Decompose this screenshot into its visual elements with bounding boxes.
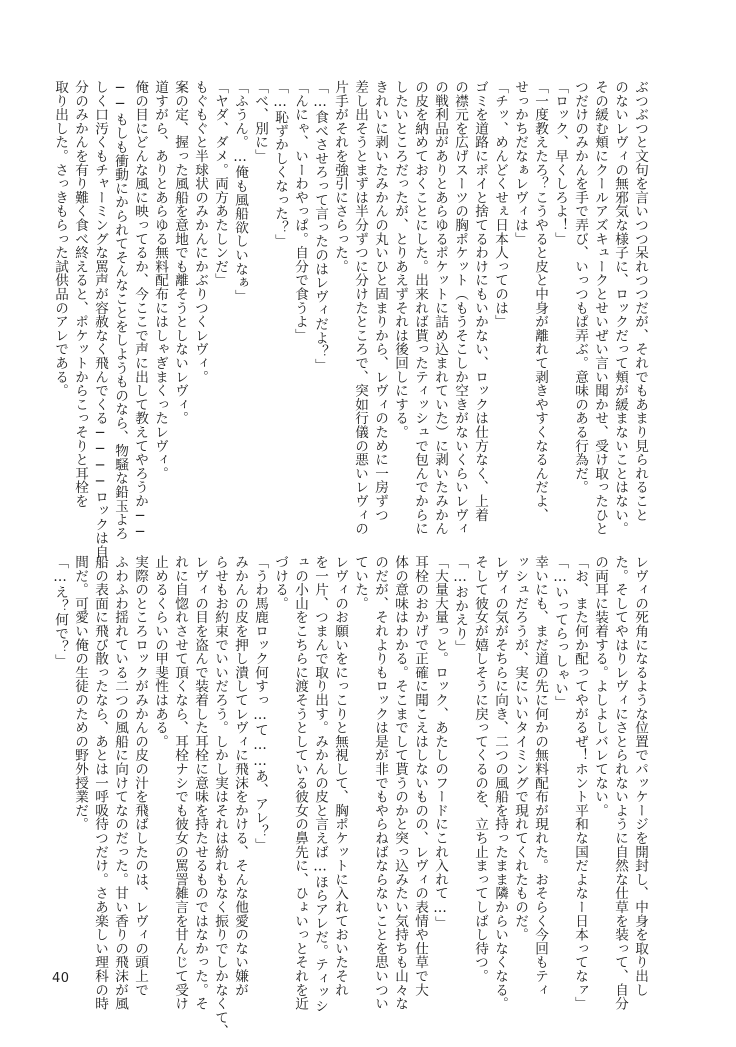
text-line: その緩む頬にクールアズキュークとせいぜい言い聞かせ、受け取ったひと — [592, 80, 608, 536]
text-line: みかんの皮を押し潰してレヴィに飛沫をかける、そんな他愛のない嫌が — [232, 555, 248, 997]
text-line: 「チッ、めんどくせぇ日本人ってのは」 — [492, 80, 508, 329]
text-line: づける。 — [272, 555, 288, 611]
text-line: 「べ、別に」 — [252, 80, 268, 163]
text-line: しく口汚くもチャーミングな罵声が容赦なく飛んでくる────ロックは自 — [92, 80, 108, 559]
text-line: の襟元を広げスーツの胸ポケット（もうそこしか空きがないくらいレヴィ — [452, 80, 468, 536]
text-line: 「ふうん。…俺も風船欲しいなぁ」 — [232, 80, 248, 304]
text-line: レヴィの死角になるような位置でパッケージを開封し、中身を取り出し — [632, 555, 648, 997]
text-line: ュの小山をこちらに渡そうとしている彼女の鼻先に、ひょいっとそれを近 — [292, 555, 308, 1011]
text-line: 「ロック、早くしろよ！」 — [552, 80, 568, 246]
text-line: 分のみかんを有り難く食べ終えると、ポケットからこっそりと耳栓を — [72, 80, 88, 508]
text-line: レヴィのお願いをにっこりと無視して、胸ポケットに入れておいたそれ — [332, 555, 348, 997]
text-line: ていた。 — [352, 555, 368, 611]
text-line: 案の定、握った風船を意地でも離そうとしないレヴィ。 — [172, 80, 188, 425]
text-line: れに自惚れさせて頂くなら、耳栓ナシでも彼女の罵詈雑言を甘んじて受け — [172, 555, 188, 1011]
text-line: きれいに剥いたみかんの丸いひと固まりから、レヴィのために一房ずつ — [372, 80, 388, 522]
text-line: 「…恥ずかしくなった？」 — [272, 80, 288, 248]
text-line: そして彼女が嬉しそうに戻ってくるのを、立ち止まってしばし待つ。 — [472, 555, 488, 983]
text-line: 取り出した。さっきもらった試供品のアレである。 — [52, 80, 68, 398]
text-line: 耳栓のおかげで正確に聞こえはしないものの、レヴィの表情や仕草で大 — [412, 555, 428, 997]
text-line: 実際のところロックがみかんの皮の汁を飛ばしたのは、レヴィの頭上で — [132, 555, 148, 997]
text-line: 「うわ馬鹿ロック何すっ…て……あ、アレ？」 — [252, 555, 268, 852]
upper-text-block — [50, 80, 650, 559]
text-line: ゴミを道路にポイと捨てるわけにもいかない、ロックは仕方なく、上着 — [472, 80, 488, 522]
text-line: のないレヴィの無邪気な様子に、ロックだって頬が緩まないことはない。 — [612, 80, 628, 536]
text-line: 「んにゃ、いーわやっぱ。自分で食うよ」 — [292, 80, 308, 343]
text-line: を一片、つまんで取り出す。みかんの皮と言えば…ほらアレだ。ティッシ — [312, 555, 328, 1013]
text-line: 「一度教えたろ？こうやると皮と中身が離れて剥きやすくなるんだよ、 — [532, 80, 548, 522]
text-line: た。そしてやはりレヴィにさとられないように自然な仕草を装って、自分 — [612, 555, 628, 1011]
text-line: ぶつぶつと文句を言いつつ呆れつつだが、それでもあまり見られること — [632, 80, 648, 522]
text-line: 間だ。可愛い俺の生徒のための野外授業だ。 — [72, 555, 88, 831]
text-line: レヴィの気がそちらに向き、二つの風船を持ったまま隣からいなくなる。 — [492, 555, 508, 1011]
text-line: 差し出そうとまずは半分ずつに分けたところで、突如行儀の悪いレヴィの — [352, 80, 368, 536]
text-line: の皮を納めておくことにした。出来れば貰ったティッシュで包んでからに — [412, 80, 428, 536]
text-line: レヴィの目を盗んで装着した耳栓に意味を持たせるものではなかった。そ — [192, 555, 208, 1011]
text-line: の戦利品がありとあらゆるポケットに詰め込まれていた）に剥いたみかん — [432, 80, 448, 536]
text-line: 体の意味はわかる。そこまでして貰うのかと突っ込みたい気持ちも山々な — [392, 555, 408, 1011]
text-line: 「大量大量っと。ロック、あたしのフードにこれ入れて…」 — [432, 555, 448, 930]
text-line: 道すがら、ありとあらゆる無料配布にはしゃぎまくったレヴィ。 — [152, 80, 168, 481]
text-line: ッシュだろうが、実にいいタイミングで現れてくれたものだ。 — [512, 555, 528, 942]
text-line: 「…え？何で？」 — [52, 555, 68, 668]
text-line: 「…おかえり」 — [452, 555, 468, 654]
text-line: 「お、また何か配ってやがるぜ！ホント平和な国だよなー日本ってなァ」 — [572, 555, 588, 1011]
text-line: したいところだったが、とりあえずそれは後回しにする。 — [392, 80, 408, 439]
text-line: ふわふわ揺れている二つの風船に向けてなのだった。甘い香りの飛沫が風 — [112, 555, 128, 1011]
text-line: のだが、それよりもロックは是が非でもやらねばならないことを思いつい — [372, 555, 388, 1011]
text-line: 止めるくらいの甲斐性はある。 — [152, 555, 168, 749]
text-line: らせもお約束でいいだろう。しかし実はそれは紛れもなく振りでしかなくて、 — [212, 555, 228, 1038]
text-line: 「ヤダ、ダメ。両方あたしンだ」 — [212, 80, 228, 287]
text-line: の両耳に装着する。よしよしバレてない。 — [592, 555, 608, 818]
text-line: もぐもぐと半球状のみかんにかぶりつくレヴィ。 — [192, 80, 208, 384]
text-line: 船の表面に飛び散ったなら、あとは一呼吸待つだけ。さあ楽しい理科の時 — [92, 555, 108, 1011]
text-line: 俺の目にどんな風に映ってるか、今ここで声に出して教えてやろうか── — [132, 80, 148, 541]
text-line: せっかちだなぁレヴィは」 — [512, 80, 528, 246]
text-line: つだけのみかんを手で弄び、いっつもぱ弄ぶ。意味のある行為だ。 — [572, 80, 588, 494]
text-line: 片手がそれを強引にさらった。 — [332, 80, 348, 274]
text-line: 「…食べさせろって言ったのはレヴィだよ？」 — [312, 80, 328, 373]
page-number: 40 — [52, 971, 70, 986]
text-line: 「…いってらっしゃい」 — [552, 555, 568, 710]
text-line: 幸いにも、まだ道の先に何かの無料配布が現れた。おそらく今回もティ — [532, 555, 548, 997]
text-line: ──もしも衝動にかられてそんなことをしようものなら、物騒な鉛玉よろ — [112, 80, 128, 541]
lower-text-block — [50, 555, 650, 1038]
